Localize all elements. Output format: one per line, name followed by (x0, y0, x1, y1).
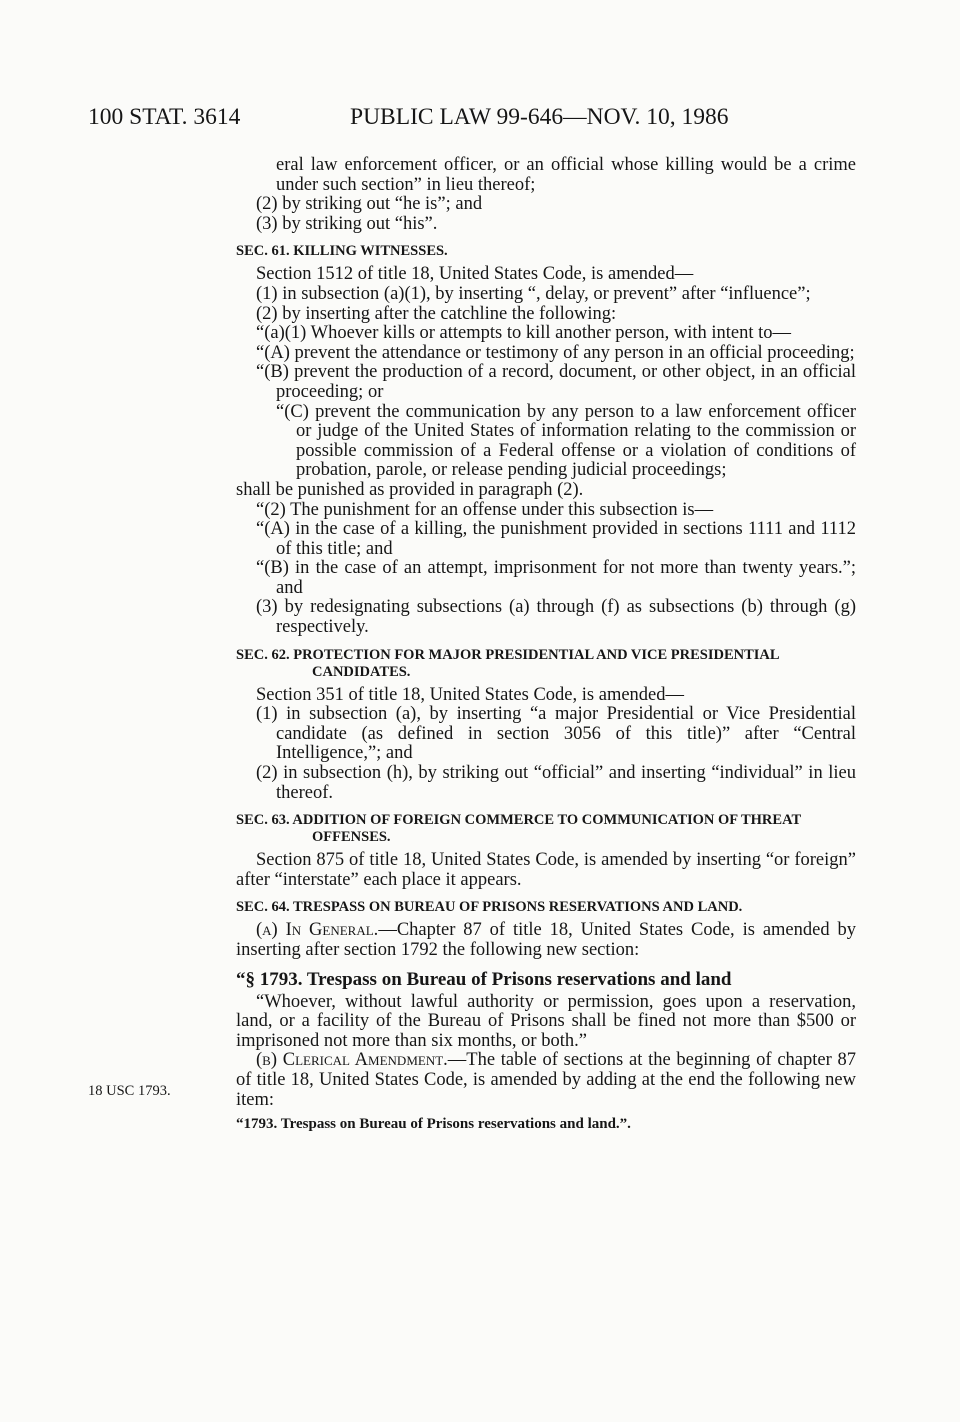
margin-note: 18 USC 1793. (88, 1083, 171, 1099)
subsection-label: (b) Clerical Amendment. (256, 1050, 448, 1071)
subsection-text: —The table of sections at the beginning of chapter 87 of title 18, United States Code, is amended by adding at the end the following new item: (236, 1050, 856, 1110)
page-number: 100 STAT. 3614 (88, 104, 241, 130)
paragraph (236, 921, 856, 960)
paragraph: Section 1512 of title 18, United States Code, is amended— (256, 264, 694, 285)
paragraph: “(A) prevent the attendance or testimony of any person in an official proceeding; (256, 342, 855, 363)
paragraph: Section 875 of title 18, United States Code, is amended by inserting “or foreign” after “interstate” each place it appears. (236, 850, 856, 890)
paragraph: “Whoever, without lawful authority or permission, goes upon a reservation, land, or a facility of the Bureau of Prisons shall be fined not more than $500 or imprisoned not more than six months, or both.” (236, 991, 856, 1051)
page-title: PUBLIC LAW 99-646—NOV. 10, 1986 (350, 104, 729, 130)
paragraph: (1) in subsection (a), by inserting “a major Presidential or Vice Presidential candidate (as defined in section 3056 of this title)” after “Central Intelligence,”; and (256, 704, 856, 764)
section-heading-63: SEC. 63. ADDITION OF FOREIGN COMMERCE TO COMMUNICATION OF THREAT OFFENSES. (236, 812, 801, 846)
paragraph: eral law enforcement officer, or an official whose killing would be a crime under such section” in lieu thereof; (276, 155, 856, 195)
section-heading-61: SEC. 61. KILLING WITNESSES. (236, 243, 448, 260)
paragraph: (2) in subsection (h), by striking out “official” and inserting “individual” in lieu thereof. (256, 763, 856, 803)
paragraph: “(C) prevent the communication by any person to a law enforcement officer or judge of the United States of information relating to the commission or possible commission of a Federal offense or a violation of conditions of probation, parole, or release pending judicial proceedings; (276, 401, 856, 481)
subsection-text: —Chapter 87 of title 18, United States Code, is amended by inserting after section 1792 the following new section: (236, 920, 856, 960)
section-1793-heading: “§ 1793. Trespass on Bureau of Prisons reservations and land (236, 968, 732, 990)
paragraph: (2) by striking out “he is”; and (256, 194, 483, 215)
paragraph: (1) in subsection (a)(1), by inserting “, delay, or prevent” after “influence”; (256, 283, 811, 304)
paragraph: (3) by striking out “his”. (256, 213, 438, 234)
body-text (236, 156, 856, 1133)
subsection-label: (a) In General. (256, 920, 379, 941)
paragraph: (3) by redesignating subsections (a) through (f) as subsections (b) through (g) respectively. (256, 597, 856, 638)
table-of-sections-item: “1793. Trespass on Bureau of Prisons reservations and land.”. (236, 1116, 631, 1133)
paragraph: “(2) The punishment for an offense under this subsection is— (256, 499, 714, 520)
paragraph: Section 351 of title 18, United States Code, is amended— (256, 684, 685, 705)
paragraph: (2) by inserting after the catchline the following: (256, 303, 617, 324)
section-heading-64: SEC. 64. TRESPASS ON BUREAU OF PRISONS RESERVATIONS AND LAND. (236, 899, 743, 916)
paragraph: shall be punished as provided in paragraph (2). (236, 479, 584, 500)
paragraph: “(a)(1) Whoever kills or attempts to kill another person, with intent to— (256, 323, 792, 344)
paragraph: “(B) in the case of an attempt, imprisonment for not more than twenty years.”; and (256, 558, 856, 598)
paragraph: “(B) prevent the production of a record, document, or other object, in an official proceeding; or (256, 362, 856, 402)
paragraph (236, 1051, 856, 1110)
paragraph: “(A) in the case of a killing, the punishment provided in sections 1111 and 1112 of this title; and (256, 519, 856, 559)
section-heading-62: SEC. 62. PROTECTION FOR MAJOR PRESIDENTIAL AND VICE PRESIDENTIAL CANDIDATES. (236, 646, 779, 680)
